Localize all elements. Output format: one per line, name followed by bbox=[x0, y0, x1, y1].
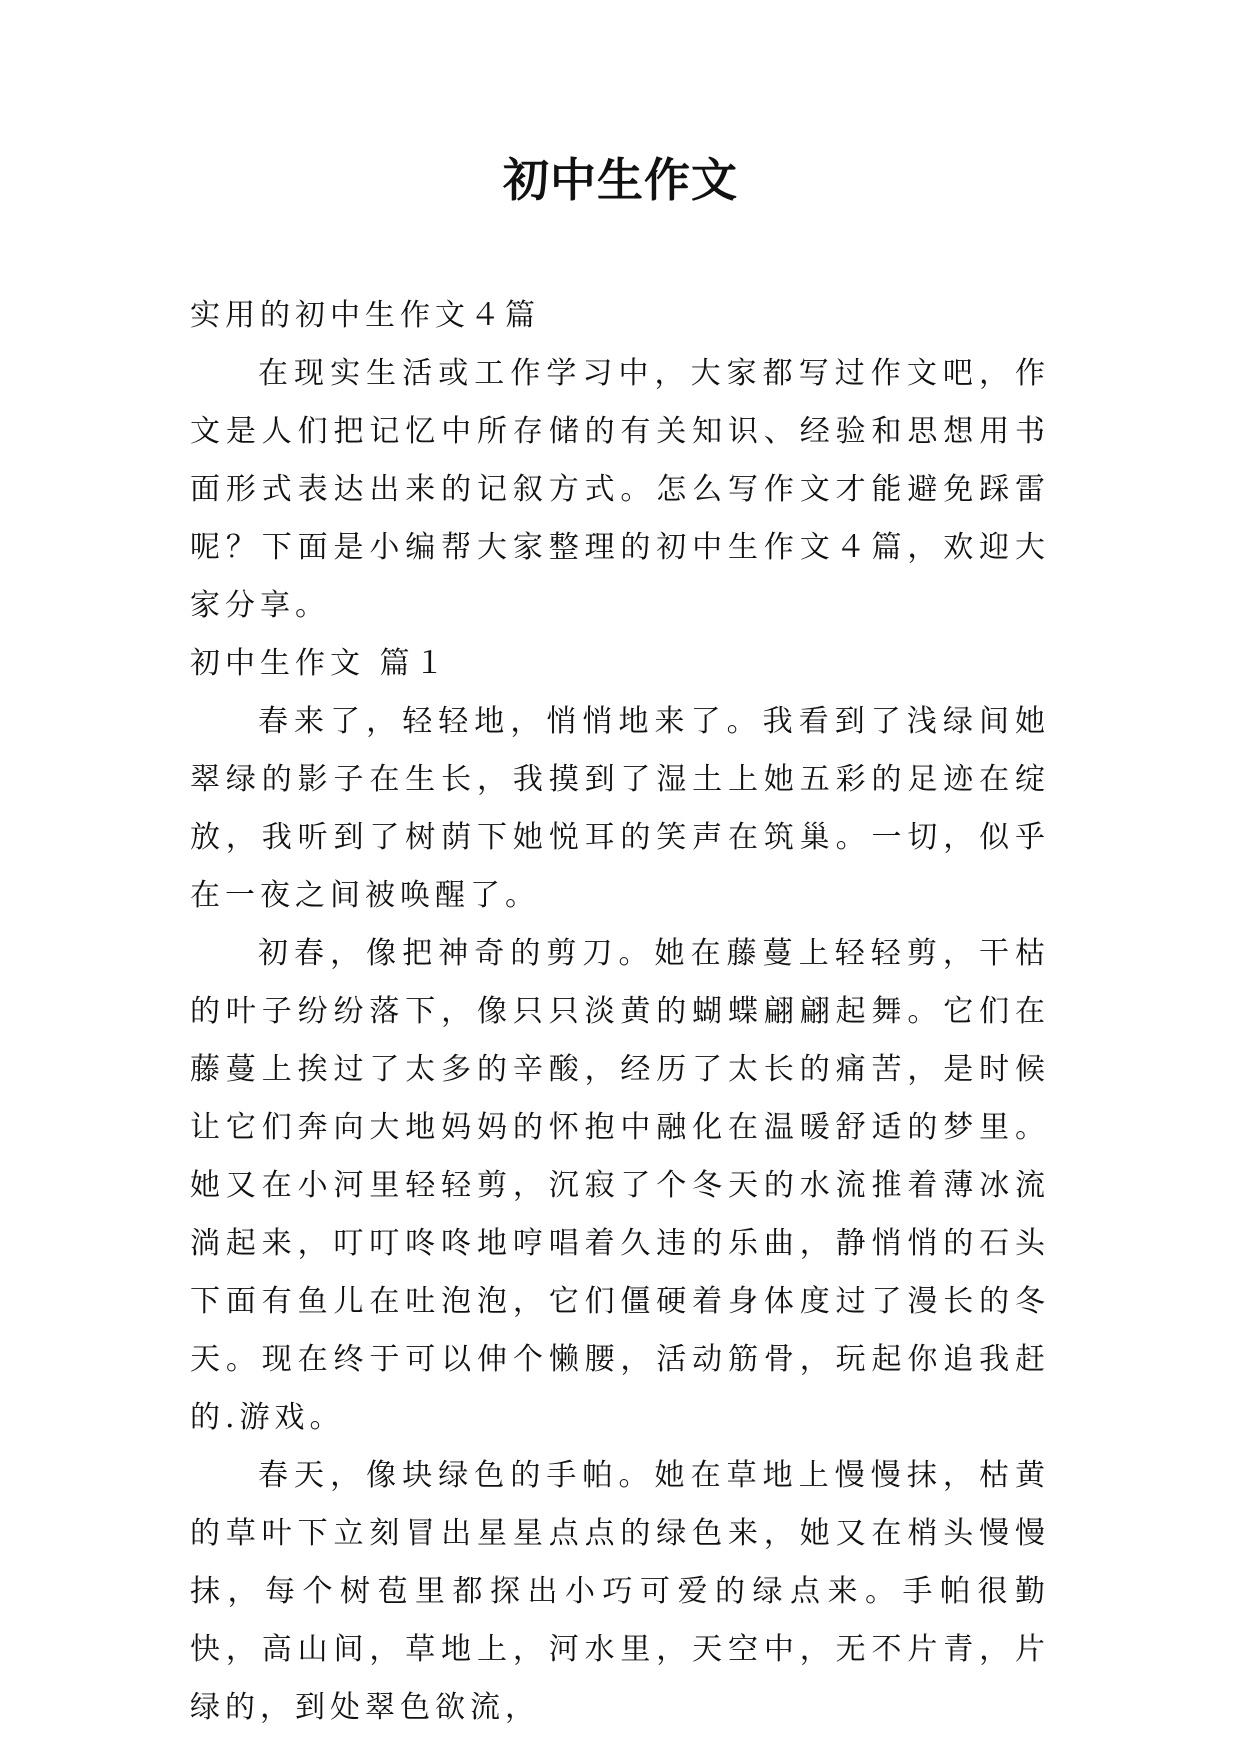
essay-paragraph-2: 初春，像把神奇的剪刀。她在藤蔓上轻轻剪，干枯的叶子纷纷落下，像只只淡黄的蝴蝶翩翩起舞。它们在藤蔓上挨过了太多的辛酸，经历了太长的痛苦，是时候让它们奔向大地妈妈的怀抱中融化在温暖舒适的梦里。她又在小河里轻轻剪，沉寂了个冬天的水流推着薄冰流淌起来，叮叮咚咚地哼唱着久违的乐曲，静悄悄的石头下面有鱼儿在吐泡泡，它们僵硬着身体度过了漫长的冬天。现在终于可以伸个懒腰，活动筋骨，玩起你追我赶的.游戏。 bbox=[190, 936, 1050, 1435]
document-body bbox=[190, 287, 1050, 1737]
essay-heading: 初中生作文 篇１ bbox=[190, 646, 450, 681]
document-title: 初中生作文 bbox=[503, 153, 738, 207]
article-subtitle: 实用的初中生作文４篇 bbox=[190, 298, 540, 333]
intro-paragraph: 在现实生活或工作学习中，大家都写过作文吧，作文是人们把记忆中所存储的有关知识、经验和思想用书面形式表达出来的记叙方式。怎么写作文才能避免踩雷呢？下面是小编帮大家整理的初中生作文４篇，欢迎大家分享。 bbox=[190, 356, 1050, 623]
essay-paragraph-3: 春天，像块绿色的手帕。她在草地上慢慢抹，枯黄的草叶下立刻冒出星星点点的绿色来，她又在梢头慢慢抹，每个树苞里都探出小巧可爱的绿点来。手帕很勤快，高山间，草地上，河水里，天空中，无不片青，片绿的，到处翠色欲流， bbox=[190, 1458, 1050, 1725]
essay-paragraph-1: 春来了，轻轻地，悄悄地来了。我看到了浅绿间她翠绿的影子在生长，我摸到了湿土上她五彩的足迹在绽放，我听到了树荫下她悦耳的笑声在筑巢。一切，似乎在一夜之间被唤醒了。 bbox=[190, 704, 1050, 913]
